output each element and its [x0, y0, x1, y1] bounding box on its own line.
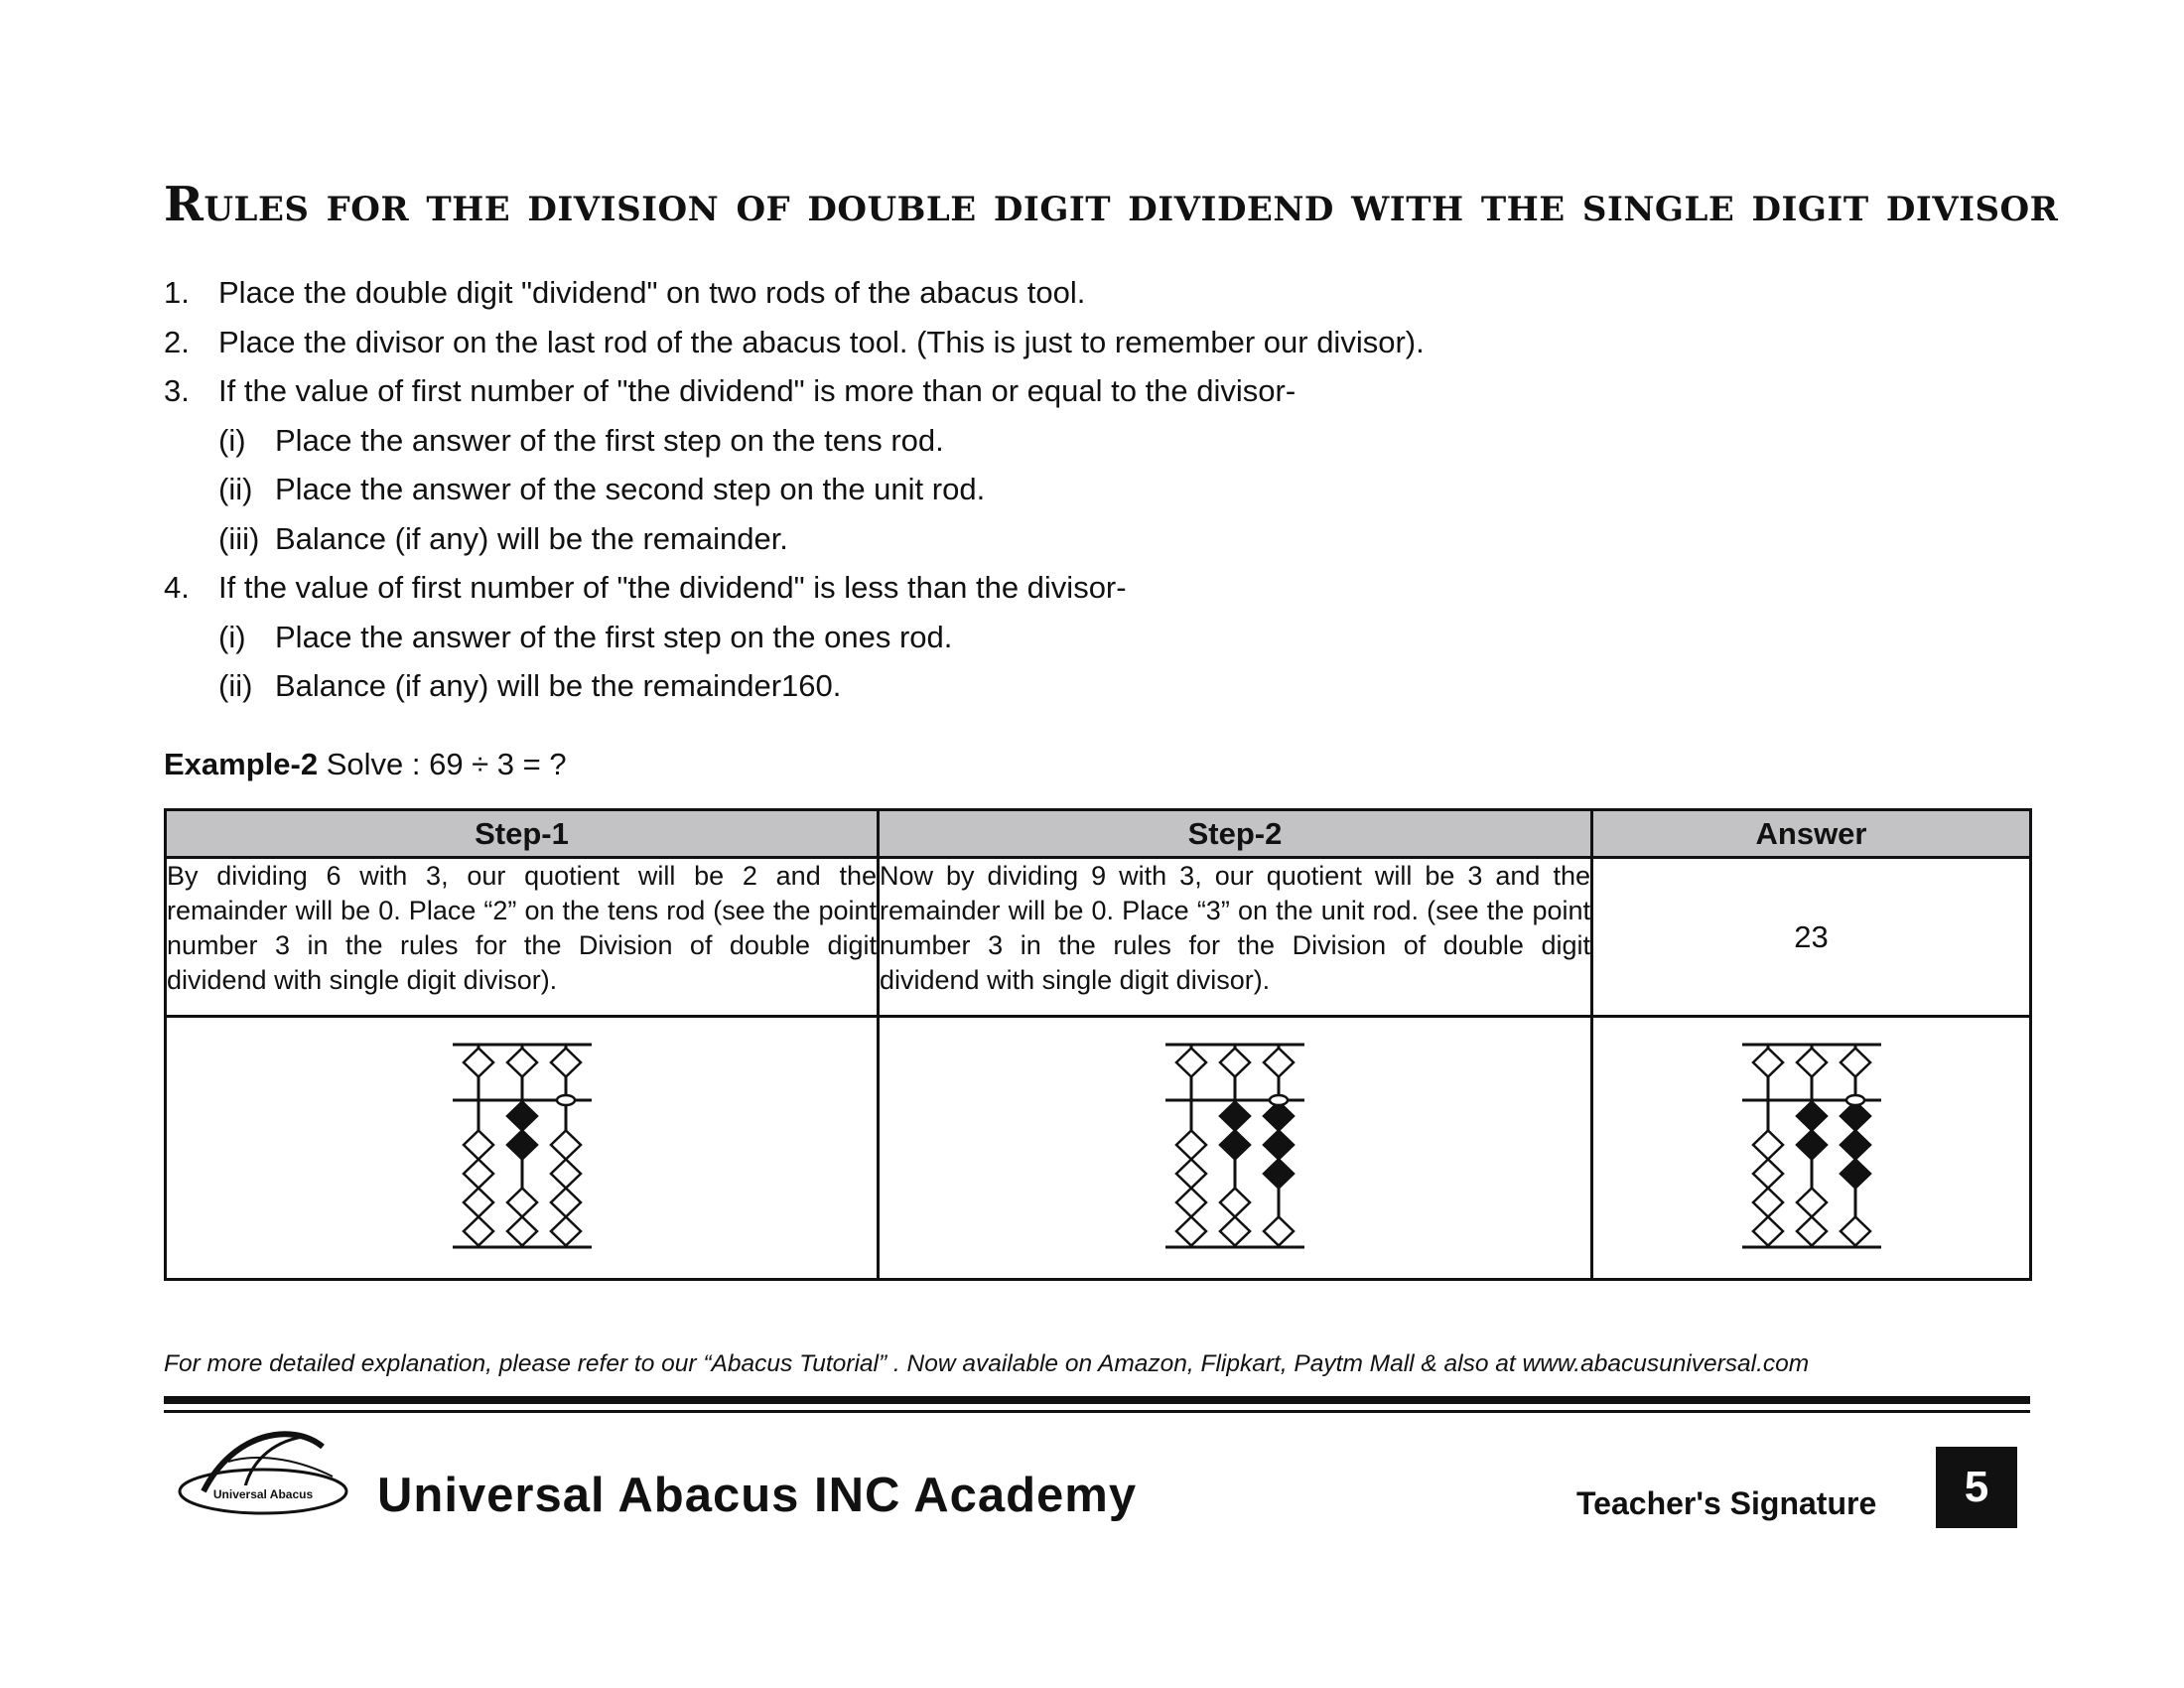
active-bead — [507, 1130, 537, 1159]
sub-rule-text: Place the answer of the first step on the ones rod. — [275, 619, 953, 654]
teacher-signature-label: Teacher's Signature — [1576, 1485, 1877, 1521]
abacus-diagram — [1742, 1037, 1881, 1255]
bead — [507, 1048, 537, 1076]
bead — [507, 1188, 537, 1216]
bead — [1220, 1048, 1250, 1076]
bead — [1797, 1048, 1827, 1076]
rule-number: 1. — [164, 275, 190, 310]
bead — [551, 1048, 581, 1076]
abacus-diagram — [453, 1037, 592, 1255]
sub-rule-number: (i) — [218, 422, 246, 458]
bead — [1264, 1216, 1294, 1245]
active-bead — [507, 1101, 537, 1130]
rule-item — [164, 563, 2050, 613]
sub-rule-item — [164, 514, 2050, 564]
active-bead — [1797, 1130, 1827, 1159]
sub-rule-number: (ii) — [218, 668, 253, 703]
academy-name: Universal Abacus INC Academy — [377, 1469, 1138, 1522]
rule-text: Place the double digit "dividend" on two rods of the abacus tool. — [218, 275, 1086, 310]
sub-rule-text: Balance (if any) will be the remainder. — [275, 520, 788, 556]
bead — [1753, 1216, 1783, 1245]
active-bead — [1841, 1130, 1870, 1159]
divisor-marker — [1270, 1095, 1288, 1105]
divisor-marker — [557, 1095, 575, 1105]
abacus-step-1 — [166, 1017, 879, 1280]
bead — [551, 1216, 581, 1245]
sub-rule-number: (iii) — [218, 520, 260, 556]
step-2-text: Now by dividing 9 with 3, our quotient will be 3 and the remainder will be 0. Place “3” on the unit rod. (see the point number 3 in the rules for the Division of double digit dividend with single digit divisor). — [879, 858, 1592, 1017]
bead — [1176, 1216, 1206, 1245]
sub-rule-item — [164, 416, 2050, 466]
bead — [464, 1159, 493, 1188]
bead — [464, 1048, 493, 1076]
universal-abacus-logo — [174, 1422, 352, 1521]
bead — [551, 1188, 581, 1216]
sub-rule-item — [164, 613, 2050, 662]
bead — [1176, 1159, 1206, 1188]
footer-divider-thin — [164, 1410, 2030, 1413]
sub-rule-item — [164, 465, 2050, 514]
bead — [1753, 1130, 1783, 1159]
example-problem: Solve : 69 ÷ 3 = ? — [326, 747, 567, 781]
bead — [1264, 1048, 1294, 1076]
bead — [1841, 1216, 1870, 1245]
rules-list — [164, 268, 2050, 711]
header-step-2: Step-2 — [879, 810, 1592, 858]
bead — [551, 1130, 581, 1159]
bead — [1176, 1130, 1206, 1159]
sub-rule-number: (ii) — [218, 472, 253, 506]
sub-rule-text: Place the answer of the second step on the unit rod. — [275, 472, 986, 506]
page-number: 5 — [1936, 1447, 2017, 1528]
answer-value: 23 — [1592, 858, 2031, 1017]
sub-rule-text: Balance (if any) will be the remainder160. — [275, 668, 842, 703]
abacus-step-2 — [879, 1017, 1592, 1280]
bead — [1753, 1188, 1783, 1216]
bead — [464, 1188, 493, 1216]
bead — [1797, 1188, 1827, 1216]
header-step-1: Step-1 — [166, 810, 879, 858]
sub-rule-item — [164, 661, 2050, 711]
divisor-marker — [1846, 1095, 1864, 1105]
bead — [551, 1159, 581, 1188]
rule-item — [164, 318, 2050, 367]
sub-rule-number: (i) — [218, 619, 246, 654]
active-bead — [1220, 1101, 1250, 1130]
steps-table — [164, 808, 2032, 1281]
header-answer: Answer — [1592, 810, 2031, 858]
active-bead — [1841, 1159, 1870, 1188]
bead — [1176, 1188, 1206, 1216]
footnote: For more detailed explanation, please refer to our “Abacus Tutorial” . Now available on Amazon, Flipkart, Paytm Mall & also at www.abacusuniversal.com — [164, 1350, 1810, 1377]
logo-text: Universal Abacus — [212, 1487, 314, 1501]
bead — [1841, 1048, 1870, 1076]
bead — [464, 1130, 493, 1159]
rule-number: 4. — [164, 570, 190, 605]
step-1-text: By dividing 6 with 3, our quotient will be 2 and the remainder will be 0. Place “2” on the tens rod (see the point number 3 in the rules for the Division of double digit dividend with single digit divisor). — [166, 858, 879, 1017]
rule-text: If the value of first number of "the dividend" is less than the divisor- — [218, 570, 1127, 605]
example-label: Example-2 — [164, 747, 319, 781]
bead — [1753, 1048, 1783, 1076]
active-bead — [1220, 1130, 1250, 1159]
bead — [507, 1216, 537, 1245]
abacus-answer — [1592, 1017, 2031, 1280]
rule-text: Place the divisor on the last rod of the abacus tool. (This is just to remember our divisor). — [218, 324, 1425, 359]
active-bead — [1264, 1159, 1294, 1188]
rule-number: 3. — [164, 373, 190, 408]
active-bead — [1264, 1130, 1294, 1159]
bead — [1753, 1159, 1783, 1188]
bead — [464, 1216, 493, 1245]
rule-item — [164, 268, 2050, 318]
sub-rule-text: Place the answer of the first step on the tens rod. — [275, 422, 944, 458]
page-title: Rules for the division of double digit dividend with the single digit divisor — [164, 177, 2059, 232]
rule-number: 2. — [164, 324, 190, 359]
active-bead — [1797, 1101, 1827, 1130]
bead — [1176, 1048, 1206, 1076]
bead — [1220, 1188, 1250, 1216]
bead — [1220, 1216, 1250, 1245]
abacus-diagram — [1165, 1037, 1304, 1255]
rule-item — [164, 366, 2050, 416]
example-heading — [164, 747, 567, 782]
bead — [1797, 1216, 1827, 1245]
rule-text: If the value of first number of "the dividend" is more than or equal to the divisor- — [218, 373, 1297, 408]
footer-divider — [164, 1396, 2030, 1404]
